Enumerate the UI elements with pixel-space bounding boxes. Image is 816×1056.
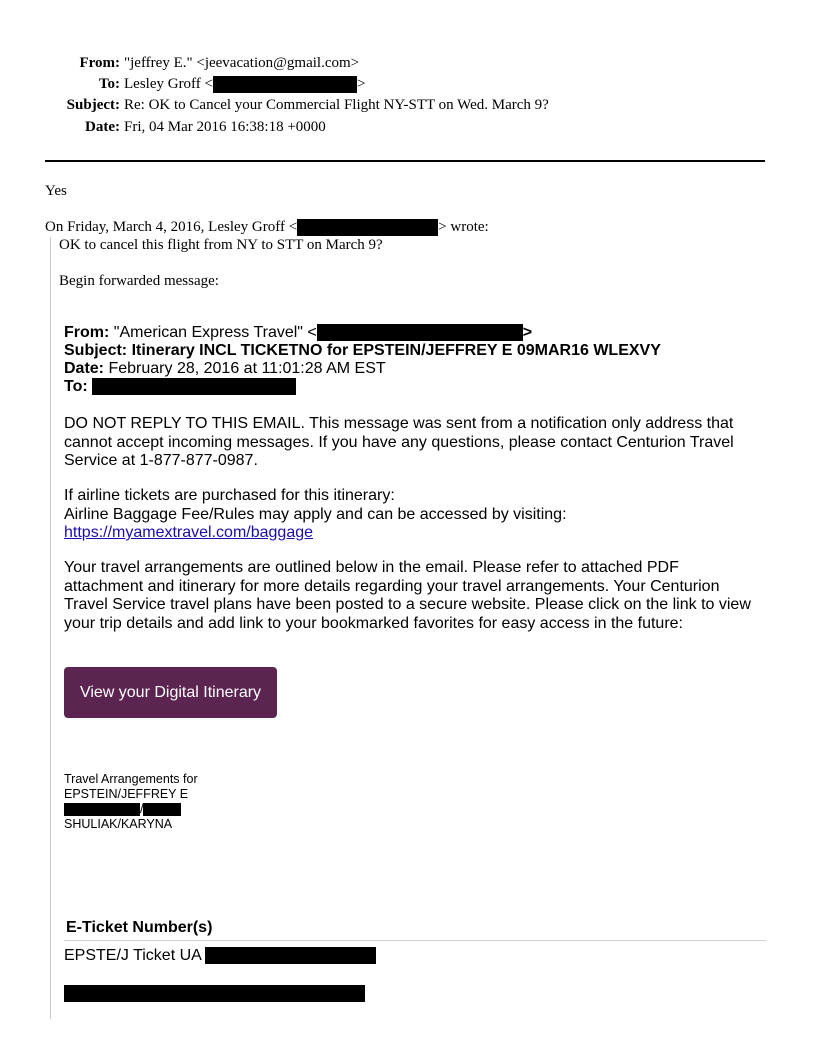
fwd-subject-row — [64, 342, 661, 360]
redaction-block — [64, 985, 365, 1002]
to-value-suffix: > — [357, 76, 366, 92]
paragraph-arrangements — [64, 559, 751, 633]
para2-line1: If airline tickets are purchased for this itinerary: — [64, 487, 395, 504]
subject-label: Subject: — [66, 97, 120, 113]
para3-line4: your trip details and add link to your bookmarked favorites for easy access in the future: — [64, 614, 683, 632]
fwd-subject-value: Itinerary INCL TICKETNO for EPSTEIN/JEFFREY E 09MAR16 WLEXVY — [131, 342, 661, 359]
to-value-prefix: Lesley Groff < — [124, 76, 213, 92]
traveler-2: SHULIAK/KARYNA — [64, 817, 173, 831]
redaction-block — [317, 324, 523, 341]
redaction-block — [92, 378, 296, 395]
para1-line3: Service at 1-877-877-0987. — [64, 452, 258, 469]
baggage-link[interactable]: https://myamextravel.com/baggage — [64, 524, 314, 541]
date-label: Date: — [85, 119, 120, 135]
fwd-from-value-prefix: "American Express Travel" < — [113, 324, 317, 341]
eticket-line-prefix: EPSTE/J Ticket UA — [64, 947, 201, 964]
fwd-to-label: To: — [64, 378, 88, 395]
arrangements-heading: Travel Arrangements for — [64, 772, 198, 786]
fwd-to-row — [64, 378, 296, 396]
para3-line3: Travel Service travel plans have been posted to a secure website. Please click on the link to view — [64, 596, 751, 613]
to-label: To: — [98, 76, 120, 92]
paragraph-baggage — [64, 487, 567, 543]
fwd-from-value-suffix: > — [522, 324, 533, 341]
para1-line1: DO NOT REPLY TO THIS EMAIL. This message was sent from a notification only address that — [64, 415, 734, 432]
reply-text: Yes — [45, 183, 67, 199]
quote-intro — [45, 219, 489, 236]
para2-line2: Airline Baggage Fee/Rules may apply and can be accessed by visiting: — [64, 505, 567, 523]
redaction-block — [64, 803, 140, 816]
para3-line1: Your travel arrangements are outlined below in the email. Please refer to attached PDF — [64, 559, 679, 576]
redaction-block — [143, 803, 181, 816]
fwd-date-row — [64, 360, 386, 378]
eticket-line — [64, 947, 376, 965]
subject-value: Re: OK to Cancel your Commercial Flight NY-STT on Wed. March 9? — [124, 97, 549, 113]
view-itinerary-button[interactable]: View your Digital Itinerary — [64, 667, 277, 718]
eticket-heading: E-Ticket Number(s) — [66, 919, 213, 936]
quote-intro-suffix: > wrote: — [438, 219, 489, 235]
eticket-divider — [64, 940, 766, 941]
traveler-separator: / — [140, 802, 144, 816]
to-value — [124, 75, 365, 94]
redaction-block — [297, 219, 438, 236]
travel-arrangements — [64, 772, 198, 832]
fwd-date-label: Date: — [64, 360, 105, 377]
quoted-line: OK to cancel this flight from NY to STT on March 9? — [59, 237, 383, 253]
from-label: From: — [79, 55, 120, 71]
fwd-from-label: From: — [64, 324, 110, 341]
from-value: "jeffrey E." <jeevacation@gmail.com> — [124, 55, 360, 71]
begin-forwarded: Begin forwarded message: — [59, 273, 219, 289]
eticket-redacted-row — [64, 984, 365, 1002]
traveler-1: EPSTEIN/JEFFREY E — [64, 787, 189, 801]
redaction-block — [205, 947, 376, 964]
header-divider — [45, 160, 765, 162]
quote-bar — [50, 237, 51, 1019]
date-value: Fri, 04 Mar 2016 16:38:18 +0000 — [124, 119, 326, 135]
quote-intro-prefix: On Friday, March 4, 2016, Lesley Groff < — [45, 219, 298, 235]
fwd-subject-label: Subject: — [64, 342, 128, 359]
para1-line2: cannot accept incoming messages. If you have any questions, please contact Centurion Travel — [64, 433, 734, 451]
paragraph-no-reply — [64, 415, 734, 471]
redacted-traveler-row — [64, 802, 198, 817]
fwd-from-row — [64, 324, 532, 342]
fwd-date-value: February 28, 2016 at 11:01:28 AM EST — [108, 360, 386, 377]
para3-line2: attachment and itinerary for more details regarding your travel arrangements. Your Centurion — [64, 577, 720, 595]
redaction-block — [213, 76, 357, 93]
